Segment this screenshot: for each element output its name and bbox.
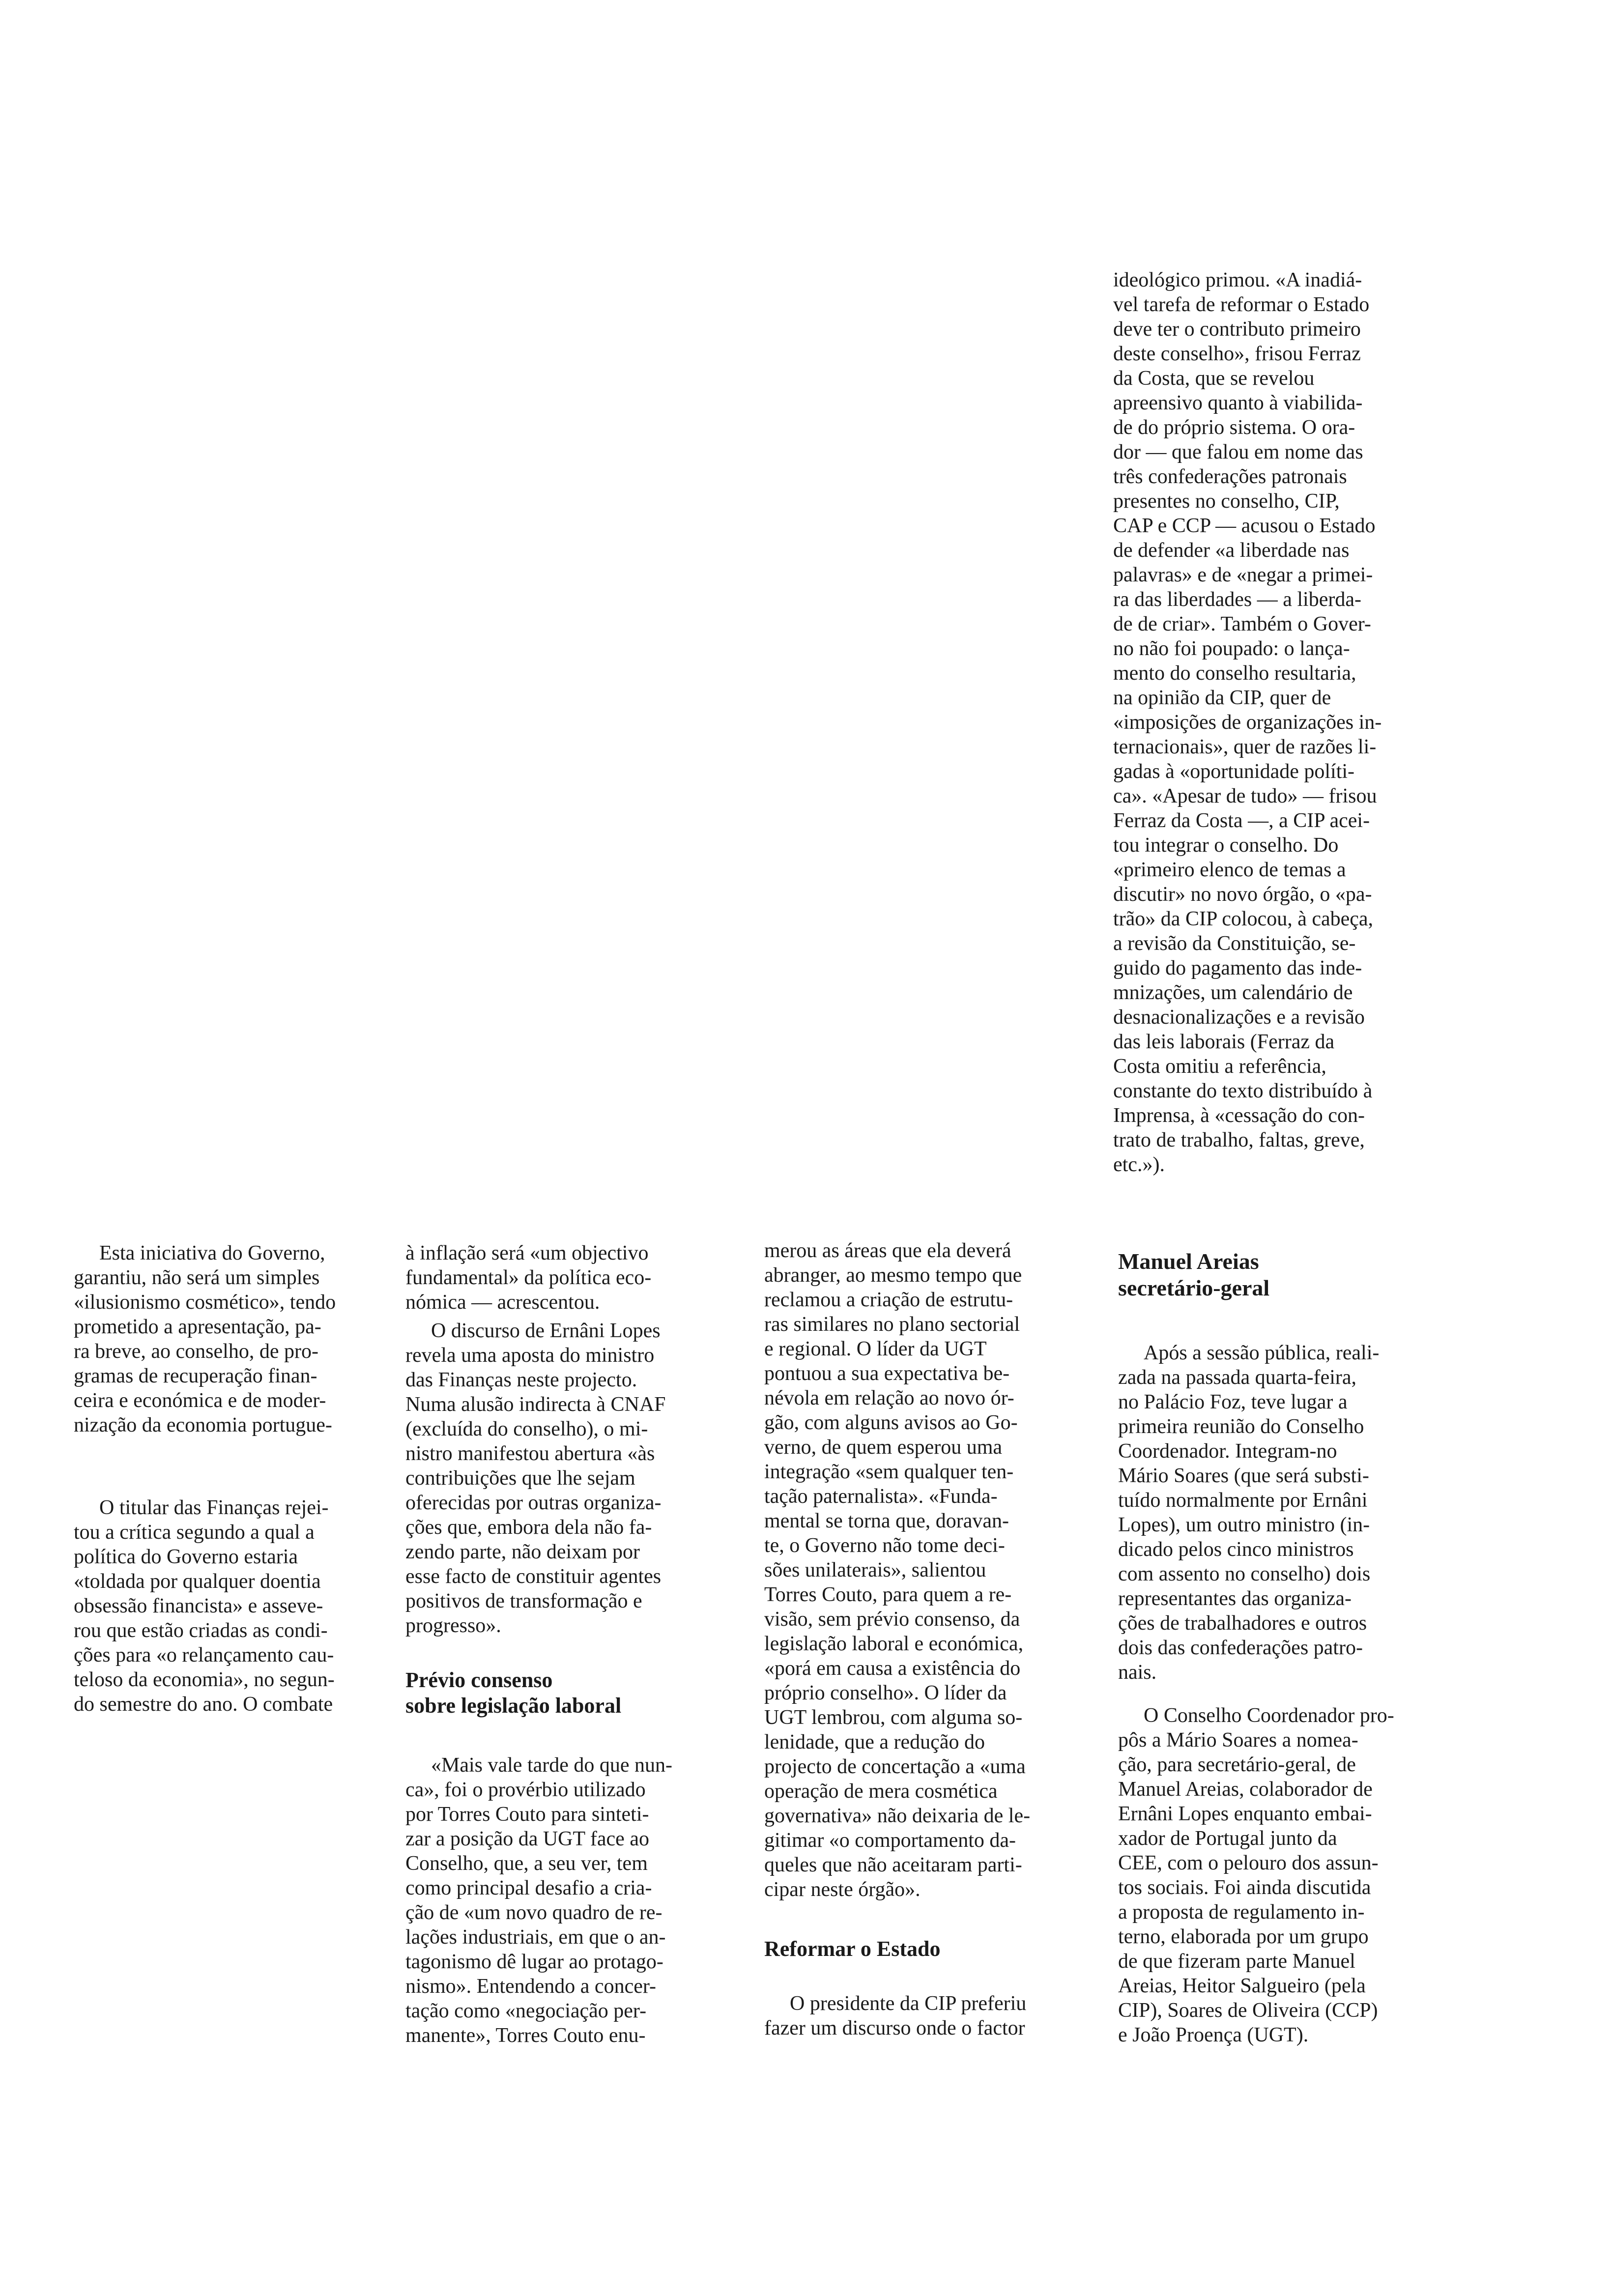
text-line: CIP), Soares de Oliveira (CCP) — [1118, 1999, 1378, 2022]
text-line: ção, para secretário-geral, de — [1118, 1753, 1356, 1776]
text-line: abranger, ao mesmo tempo que — [764, 1264, 1022, 1287]
text-line: Esta iniciativa do Governo, — [99, 1242, 325, 1264]
text-line: ra breve, ao conselho, de pro- — [74, 1340, 318, 1363]
col3-paragraph-1 — [764, 1238, 1089, 1902]
text-line: nismo». Entendendo a concer- — [405, 1975, 656, 1998]
text-line: Lopes), um outro ministro (in- — [1118, 1514, 1370, 1536]
text-line: «primeiro elenco de temas a — [1113, 859, 1346, 881]
text-line: O Conselho Coordenador pro- — [1144, 1704, 1394, 1727]
text-line: rou que estão criadas as condi- — [74, 1619, 328, 1642]
text-line: tagonismo dê lugar ao protago- — [405, 1951, 663, 1973]
text-line: ca», foi o provérbio utilizado — [405, 1779, 646, 1801]
text-line: constante do texto distribuído à — [1113, 1080, 1373, 1102]
text-line: O presidente da CIP preferiu — [790, 1992, 1027, 2015]
col1-paragraph-2 — [74, 1495, 378, 1717]
text-line: (excluída do conselho), o mi- — [405, 1418, 648, 1440]
text-line: Costa omitiu a referência, — [1113, 1055, 1326, 1078]
text-line: manente», Torres Couto enu- — [405, 2024, 646, 2047]
text-line: ção de «um novo quadro de re- — [405, 1901, 662, 1924]
text-line: ra das liberdades — a liberda- — [1113, 588, 1361, 611]
text-line: Imprensa, à «cessação do con- — [1113, 1104, 1365, 1127]
text-line: ções para «o relançamento cau- — [74, 1644, 334, 1666]
col2-paragraph-3 — [405, 1753, 737, 2048]
text-line: CAP e CCP — acusou o Estado — [1113, 515, 1376, 537]
text-line: «ilusionismo cosmético», tendo — [74, 1291, 336, 1314]
text-line: ca». «Apesar de tudo» — frisou — [1113, 785, 1377, 807]
text-line: sões unilaterais», salientou — [764, 1559, 986, 1581]
text-line: do semestre do ano. O combate — [74, 1693, 333, 1716]
text-line: de de criar». Também o Gover- — [1113, 613, 1371, 635]
text-line: gadas à «oportunidade políti- — [1113, 760, 1355, 783]
text-line: visão, sem prévio consenso, da — [764, 1608, 1020, 1631]
text-line: CEE, com o pelouro dos assun- — [1118, 1852, 1379, 1874]
text-line: vel tarefa de reformar o Estado — [1113, 293, 1370, 316]
column-1 — [74, 1241, 378, 1735]
col3-paragraph-2 — [764, 1991, 1089, 2040]
text-line: contribuições que lhe sejam — [405, 1467, 635, 1490]
text-line: lenidade, que a redução do — [764, 1731, 985, 1753]
text-line: mnizações, um calendário de — [1113, 981, 1353, 1004]
text-line: por Torres Couto para sinteti- — [405, 1803, 649, 1826]
text-line: mental se torna que, doravan- — [764, 1510, 1009, 1532]
text-line: de defender «a liberdade nas — [1113, 539, 1350, 562]
text-line: trato de trabalho, faltas, greve, — [1113, 1129, 1365, 1151]
text-line: revela uma aposta do ministro — [405, 1344, 655, 1367]
text-line: tou a crítica segundo a qual a — [74, 1521, 315, 1544]
text-line: na opinião da CIP, quer de — [1113, 687, 1331, 709]
top-right-column — [1113, 268, 1447, 1177]
text-line: progresso». — [405, 1614, 501, 1637]
text-line: ternacionais», quer de razões li- — [1113, 736, 1377, 758]
text-line: esse facto de constituir agentes — [405, 1565, 662, 1588]
text-line: Manuel Areias, colaborador de — [1118, 1778, 1373, 1801]
col2-subheading-line-2: sobre legislação laboral — [405, 1693, 622, 1718]
text-line: à inflação será «um objectivo — [405, 1242, 649, 1264]
column-2 — [405, 1241, 737, 2066]
text-line: Areias, Heitor Salgueiro (pela — [1118, 1975, 1366, 1997]
text-line: a proposta de regulamento in- — [1118, 1901, 1365, 1923]
top-right-lines — [1113, 268, 1447, 1177]
text-line: «imposições de organizações in- — [1113, 711, 1382, 734]
text-line: e João Proença (UGT). — [1118, 2024, 1309, 2046]
text-line: deve ter o contributo primeiro — [1113, 318, 1361, 341]
col2-paragraph-1 — [405, 1241, 737, 1315]
text-line: da Costa, que se revelou — [1113, 367, 1315, 390]
col2-subheading-line-1: Prévio consenso — [405, 1668, 553, 1692]
text-line: fundamental» da política eco- — [405, 1266, 652, 1289]
text-line: «toldada por qualquer doentia — [74, 1570, 321, 1593]
col4-heading-line-2: secretário-geral — [1118, 1275, 1270, 1300]
text-line: merou as áreas que ela deverá — [764, 1239, 1011, 1262]
text-line: zada na passada quarta-feira, — [1118, 1366, 1357, 1389]
text-line: operação de mera cosmética — [764, 1780, 998, 1803]
text-line: gramas de recuperação finan- — [74, 1365, 317, 1387]
col4-paragraph-1 — [1118, 1341, 1452, 1685]
col4-paragraph-2 — [1118, 1703, 1452, 2047]
text-line: das leis laborais (Ferraz da — [1113, 1031, 1335, 1053]
text-line: ideológico primou. «A inadiá- — [1113, 269, 1362, 291]
text-line: fazer um discurso onde o factor — [764, 2017, 1025, 2039]
text-line: primeira reunião do Conselho — [1118, 1415, 1364, 1438]
text-line: nais. — [1118, 1661, 1157, 1684]
text-line: «Mais vale tarde do que nun- — [431, 1754, 673, 1777]
text-line: tou integrar o conselho. Do — [1113, 834, 1339, 857]
text-line: dor — que falou em nome das — [1113, 441, 1363, 463]
text-line: política do Governo estaria — [74, 1546, 298, 1568]
text-line: palavras» e de «negar a primei- — [1113, 564, 1373, 586]
text-line: cipar neste órgão». — [764, 1878, 921, 1901]
text-line: ções que, embora dela não fa- — [405, 1516, 652, 1539]
text-line: verno, de quem esperou uma — [764, 1436, 1003, 1459]
text-line: O titular das Finanças rejei- — [99, 1496, 329, 1519]
text-line: terno, elaborada por um grupo — [1118, 1925, 1369, 1948]
text-line: deste conselho», frisou Ferraz — [1113, 343, 1361, 365]
col1-paragraph-1 — [74, 1241, 378, 1437]
text-line: nização da economia portugue- — [74, 1414, 332, 1436]
col2-paragraph-2 — [405, 1319, 737, 1638]
text-line: a revisão da Constituição, se- — [1113, 932, 1356, 955]
text-line: desnacionalizações e a revisão — [1113, 1006, 1365, 1029]
text-line: queles que não aceitaram parti- — [764, 1854, 1022, 1876]
text-line: governativa» não deixaria de le- — [764, 1805, 1031, 1827]
text-line: no não foi poupado: o lança- — [1113, 637, 1350, 660]
text-line: próprio conselho». O líder da — [764, 1682, 1007, 1704]
text-line: das Finanças neste projecto. — [405, 1369, 637, 1391]
col3-subheading — [764, 1936, 1089, 1962]
text-line: dois das confederações patro- — [1118, 1636, 1363, 1659]
text-line: ções de trabalhadores e outros — [1118, 1612, 1367, 1635]
text-line: positivos de transformação e — [405, 1590, 642, 1612]
text-line: de que fizeram parte Manuel — [1118, 1950, 1355, 1973]
text-line: UGT lembrou, com alguma so- — [764, 1706, 1023, 1729]
text-line: te, o Governo não tome deci- — [764, 1534, 1005, 1557]
text-line: três confederações patronais — [1113, 465, 1347, 488]
text-line: prometido a apresentação, pa- — [74, 1316, 321, 1338]
text-line: pôs a Mário Soares a nomea- — [1118, 1729, 1358, 1751]
text-line: tação como «negociação per- — [405, 2000, 647, 2022]
col2-subheading — [405, 1667, 737, 1719]
text-line: integração «sem qualquer ten- — [764, 1461, 1014, 1483]
text-line: representantes das organiza- — [1118, 1587, 1352, 1610]
text-line: Conselho, que, a seu ver, tem — [405, 1852, 648, 1875]
text-line: de do próprio sistema. O ora- — [1113, 416, 1355, 439]
text-line: zendo parte, não deixam por — [405, 1541, 640, 1563]
text-line: Mário Soares (que será substi- — [1118, 1464, 1369, 1487]
text-line: Após a sessão pública, reali- — [1144, 1342, 1380, 1364]
text-line: zar a posição da UGT face ao — [405, 1828, 649, 1850]
text-line: projecto de concertação a «uma — [764, 1755, 1026, 1778]
text-line: no Palácio Foz, teve lugar a — [1118, 1391, 1348, 1413]
text-line: presentes no conselho, CIP, — [1113, 490, 1340, 513]
text-line: tos sociais. Foi ainda discutida — [1118, 1876, 1371, 1899]
text-line: dicado pelos cinco ministros — [1118, 1538, 1354, 1561]
col4-heading-line-1: Manuel Areias — [1118, 1249, 1259, 1274]
text-line: etc.»). — [1113, 1153, 1165, 1176]
text-line: trão» da CIP colocou, à cabeça, — [1113, 908, 1374, 930]
text-line: com assento no conselho) dois — [1118, 1563, 1371, 1585]
text-line: nómica — acrescentou. — [405, 1291, 600, 1314]
text-line: Torres Couto, para quem a re- — [764, 1583, 1012, 1606]
text-line: Numa alusão indirecta à CNAF — [405, 1393, 666, 1416]
text-line: tação paternalista». «Funda- — [764, 1485, 998, 1508]
text-line: como principal desafio a cria- — [405, 1877, 652, 1899]
text-line: xador de Portugal junto da — [1118, 1827, 1337, 1850]
text-line: gitimar «o comportamento da- — [764, 1829, 1016, 1852]
text-line: «porá em causa a existência do — [764, 1657, 1021, 1680]
text-line: mento do conselho resultaria, — [1113, 662, 1356, 685]
text-line: oferecidas por outras organiza- — [405, 1492, 662, 1514]
text-line: Ernâni Lopes enquanto embai- — [1118, 1803, 1372, 1825]
column-4 — [1118, 1248, 1452, 2066]
text-line: névola em relação ao novo ór- — [764, 1387, 1014, 1409]
text-line: garantiu, não será um simples — [74, 1266, 320, 1289]
text-line: pontuou a sua expectativa be- — [764, 1362, 1010, 1385]
text-line: obsessão financista» e asseve- — [74, 1595, 323, 1617]
column-3 — [764, 1238, 1089, 2059]
text-line: guido do pagamento das inde- — [1113, 957, 1362, 979]
col4-heading — [1118, 1248, 1452, 1301]
text-line: lações industriais, em que o an- — [405, 1926, 666, 1949]
text-line: apreensivo quanto à viabilida- — [1113, 392, 1363, 414]
text-line: tuído normalmente por Ernâni — [1118, 1489, 1368, 1512]
text-line: Coordenador. Integram-no — [1118, 1440, 1337, 1463]
text-line: ceira e económica e de moder- — [74, 1389, 326, 1412]
text-line: reclamou a criação de estrutu- — [764, 1289, 1013, 1311]
col3-subheading-line: Reformar o Estado — [764, 1937, 941, 1961]
text-line: e regional. O líder da UGT — [764, 1338, 987, 1360]
text-line: legislação laboral e económica, — [764, 1633, 1024, 1655]
text-line: ras similares no plano sectorial — [764, 1313, 1020, 1336]
text-line: discutir» no novo órgão, o «pa- — [1113, 883, 1372, 906]
text-line: teloso da economia», no segun- — [74, 1668, 335, 1691]
text-line: nistro manifestou abertura «às — [405, 1442, 655, 1465]
text-line: gão, com alguns avisos ao Go- — [764, 1411, 1018, 1434]
text-line: O discurso de Ernâni Lopes — [431, 1320, 661, 1342]
text-line: Ferraz da Costa —, a CIP acei- — [1113, 809, 1370, 832]
